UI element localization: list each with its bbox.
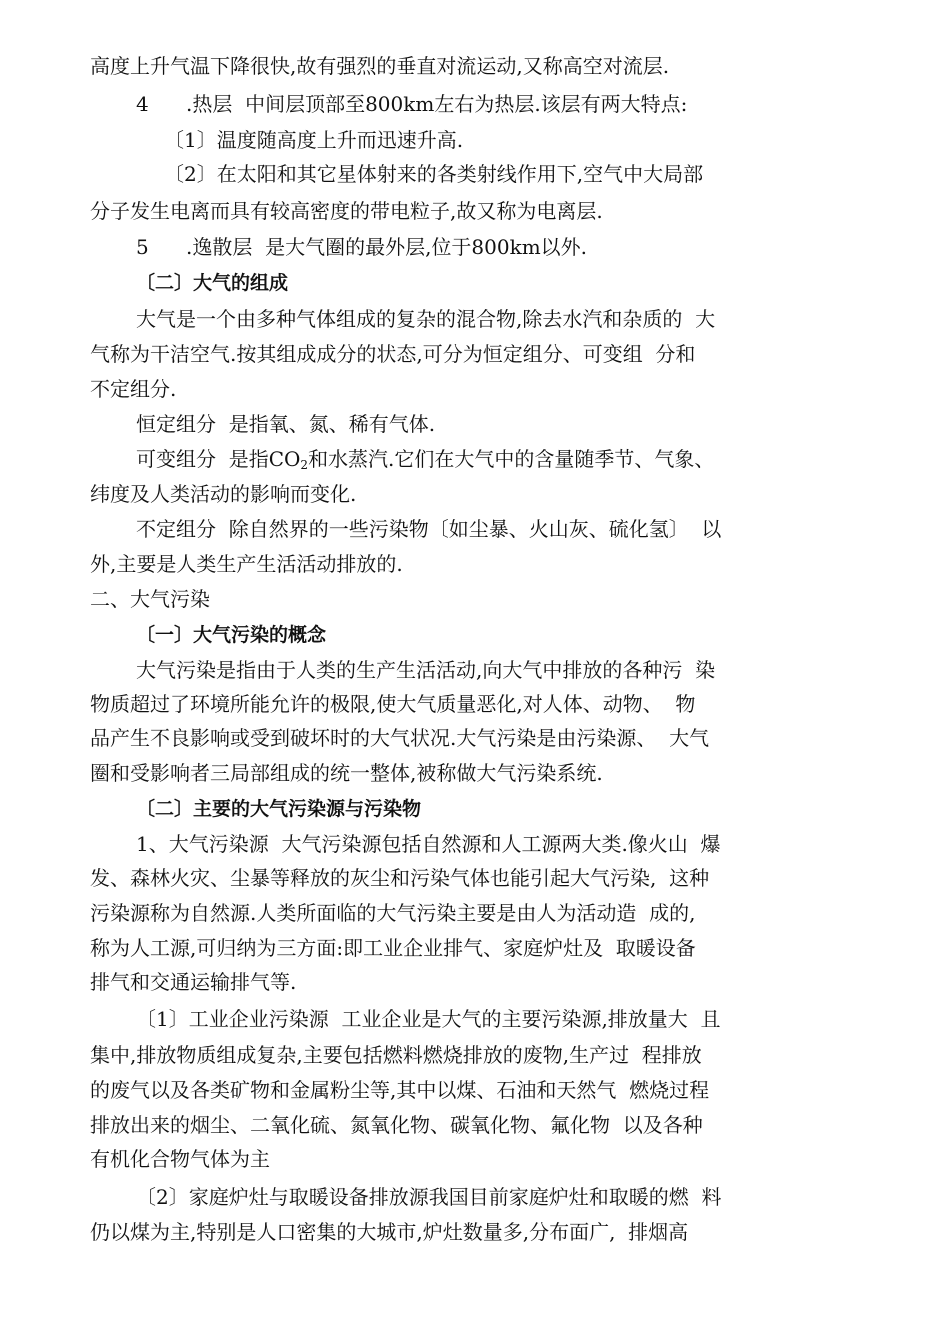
section-number: 4 xyxy=(136,92,149,116)
text-run: 和水蒸汽.它们在大气中的含量随季节、气象、 xyxy=(308,447,715,471)
section-heading: 〔二〕主要的大气污染源与污染物 xyxy=(136,798,422,820)
paragraph-line: 〔1〕工业企业污染源 工业企业是大气的主要污染源,排放量大 且 xyxy=(136,1007,721,1031)
text-run: 可变组分 是指CO xyxy=(136,447,301,471)
paragraph-line: 圈和受影响者三局部组成的统一整体,被称做大气污染系统. xyxy=(90,761,603,785)
paragraph-line xyxy=(136,445,714,479)
paragraph-line: 高度上升气温下降很快,故有强烈的垂直对流运动,又称高空对流层. xyxy=(90,54,670,78)
paragraph-line: 气称为干洁空气.按其组成成分的状态,可分为恒定组分、可变组 分和 xyxy=(90,342,696,366)
paragraph-line: 外,主要是人类生产生活活动排放的. xyxy=(90,552,403,576)
paragraph-line: 仍以煤为主,特别是人口密集的大城市,炉灶数量多,分布面广, 排烟高 xyxy=(90,1220,689,1244)
paragraph-line: 排气和交通运输排气等. xyxy=(90,970,297,994)
paragraph-line: 的废气以及各类矿物和金属粉尘等,其中以煤、石油和天然气 燃烧过程 xyxy=(90,1078,710,1102)
paragraph-line: 不定组分. xyxy=(90,377,177,401)
paragraph-line: .逸散层 是大气圈的最外层,位于800km以外. xyxy=(186,235,588,259)
paragraph-line: .热层 中间层顶部至800km左右为热层.该层有两大特点: xyxy=(186,92,688,116)
section-heading: 〔二〕大气的组成 xyxy=(136,272,289,294)
section-heading: 〔一〕大气污染的概念 xyxy=(136,624,327,646)
paragraph-line: 称为人工源,可归纳为三方面:即工业企业排气、家庭炉灶及 取暖设备 xyxy=(90,936,696,960)
paragraph-line: 发、森林火灾、尘暴等释放的灰尘和污染气体也能引起大气污染, 这种 xyxy=(90,866,710,890)
paragraph-line: 分子发生电离而具有较高密度的带电粒子,故又称为电离层. xyxy=(90,199,603,223)
paragraph-line: 集中,排放物质组成复杂,主要包括燃料燃烧排放的废物,生产过 程排放 xyxy=(90,1043,702,1067)
paragraph-line: 品产生不良影响或受到破坏时的大气状况.大气污染是由污染源、 大气 xyxy=(90,726,710,750)
paragraph-line: 物质超过了环境所能允许的极限,使大气质量恶化,对人体、动物、 物 xyxy=(90,692,696,716)
section-number: 5 xyxy=(136,235,149,259)
paragraph-line: 1、大气污染源 大气污染源包括自然源和人工源两大类.像火山 爆 xyxy=(136,832,721,856)
paragraph-line: 大气污染是指由于人类的生产生活活动,向大气中排放的各种污 染 xyxy=(136,658,716,682)
list-item: 〔2〕在太阳和其它星体射来的各类射线作用下,空气中大局部 xyxy=(164,162,704,186)
list-item: 〔1〕温度随高度上升而迅速升高. xyxy=(164,128,464,152)
subscript: 2 xyxy=(300,458,309,472)
paragraph-line: 〔2〕家庭炉灶与取暖设备排放源我国目前家庭炉灶和取暖的燃 料 xyxy=(136,1185,722,1209)
paragraph-line: 不定组分 除自然界的一些污染物〔如尘暴、火山灰、硫化氢〕 以 xyxy=(136,517,722,541)
chapter-heading: 二、大气污染 xyxy=(90,587,210,611)
paragraph-line: 大气是一个由多种气体组成的复杂的混合物,除去水汽和杂质的 大 xyxy=(136,307,716,331)
paragraph-line: 排放出来的烟尘、二氧化硫、氮氧化物、碳氧化物、氟化物 以及各种 xyxy=(90,1113,703,1137)
paragraph-line: 有机化合物气体为主 xyxy=(90,1147,270,1171)
paragraph-line: 污染源称为自然源.人类所面临的大气污染主要是由人为活动造 成的, xyxy=(90,901,696,925)
paragraph-line: 恒定组分 是指氧、氮、稀有气体. xyxy=(136,412,436,436)
paragraph-line: 纬度及人类活动的影响而变化. xyxy=(90,482,357,506)
